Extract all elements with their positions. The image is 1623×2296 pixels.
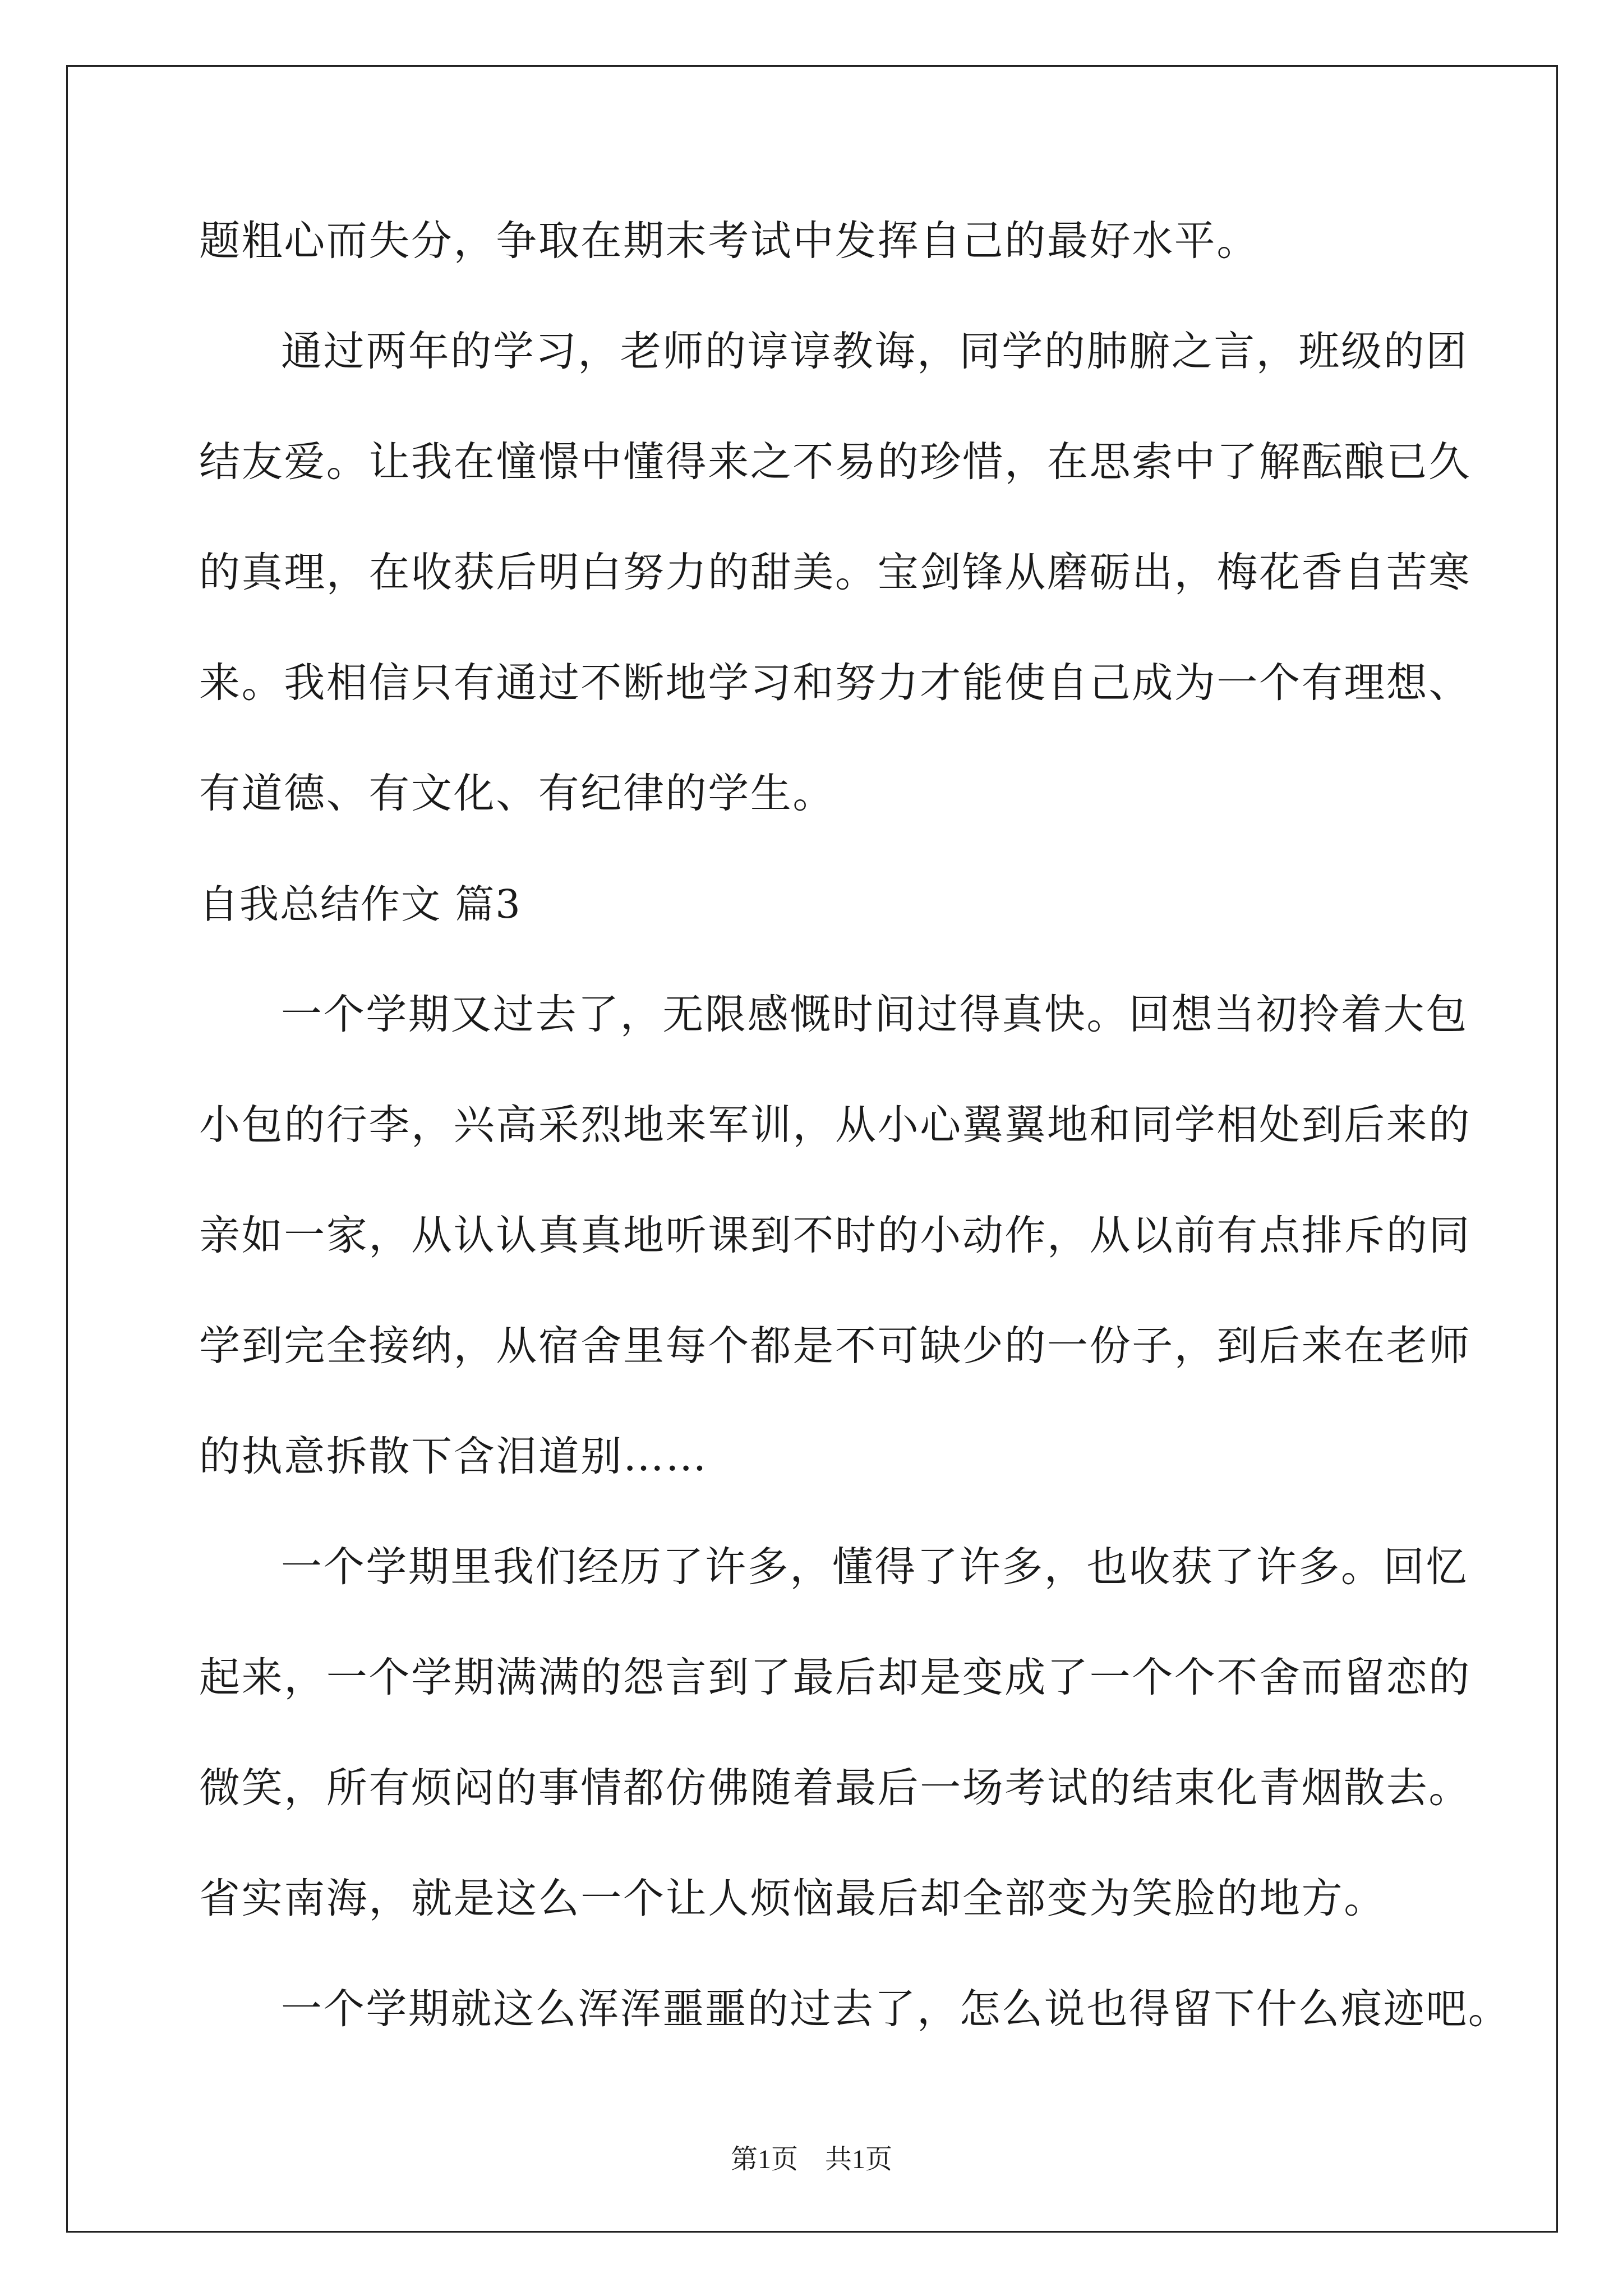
text-line: 亲如一家，从认认真真地听课到不时的小动作，从以前有点排斥的同 (199, 1212, 1471, 1259)
text-line: 结友爱。让我在憧憬中懂得来之不易的珍惜，在思索中了解酝酿已久 (199, 438, 1471, 486)
document-body (199, 199, 1511, 2078)
page-number-footer: 第1页 共1页 (730, 2145, 892, 2174)
text-line: 微笑，所有烦闷的事情都仿佛随着最后一场考试的结束化青烟散去。 (199, 1764, 1471, 1812)
text-line: 的执意拆散下含泪道别…… (199, 1433, 708, 1480)
section-heading: 自我总结作文 篇3 (199, 881, 522, 927)
text-line: 一个学期就这么浑浑噩噩的过去了，怎么说也得留下什么痕迹吧。 (281, 1985, 1511, 2033)
text-line: 来。我相信只有通过不断地学习和努力才能使自己成为一个有理想、 (199, 659, 1471, 707)
text-line: 起来，一个学期满满的怨言到了最后却是变成了一个个不舍而留恋的 (199, 1654, 1471, 1701)
text-line: 有道德、有文化、有纪律的学生。 (199, 770, 835, 817)
text-line: 学到完全接纳，从宿舍里每个都是不可缺少的一份子，到后来在老师 (199, 1322, 1471, 1370)
text-line: 通过两年的学习，老师的谆谆教诲，同学的肺腑之言，班级的团 (281, 328, 1468, 375)
text-line: 一个学期又过去了，无限感慨时间过得真快。回想当初拎着大包 (281, 991, 1468, 1038)
text-line: 一个学期里我们经历了许多，懂得了许多，也收获了许多。回忆 (281, 1543, 1468, 1591)
text-line: 小包的行李，兴高采烈地来军训，从小心翼翼地和同学相处到后来的 (199, 1101, 1471, 1149)
text-line: 的真理，在收获后明白努力的甜美。宝剑锋从磨砺出，梅花香自苦寒 (199, 549, 1471, 596)
text-line: 省实南海，就是这么一个让人烦恼最后却全部变为笑脸的地方。 (199, 1875, 1386, 1922)
text-line: 题粗心而失分，争取在期末考试中发挥自己的最好水平。 (199, 217, 1259, 265)
